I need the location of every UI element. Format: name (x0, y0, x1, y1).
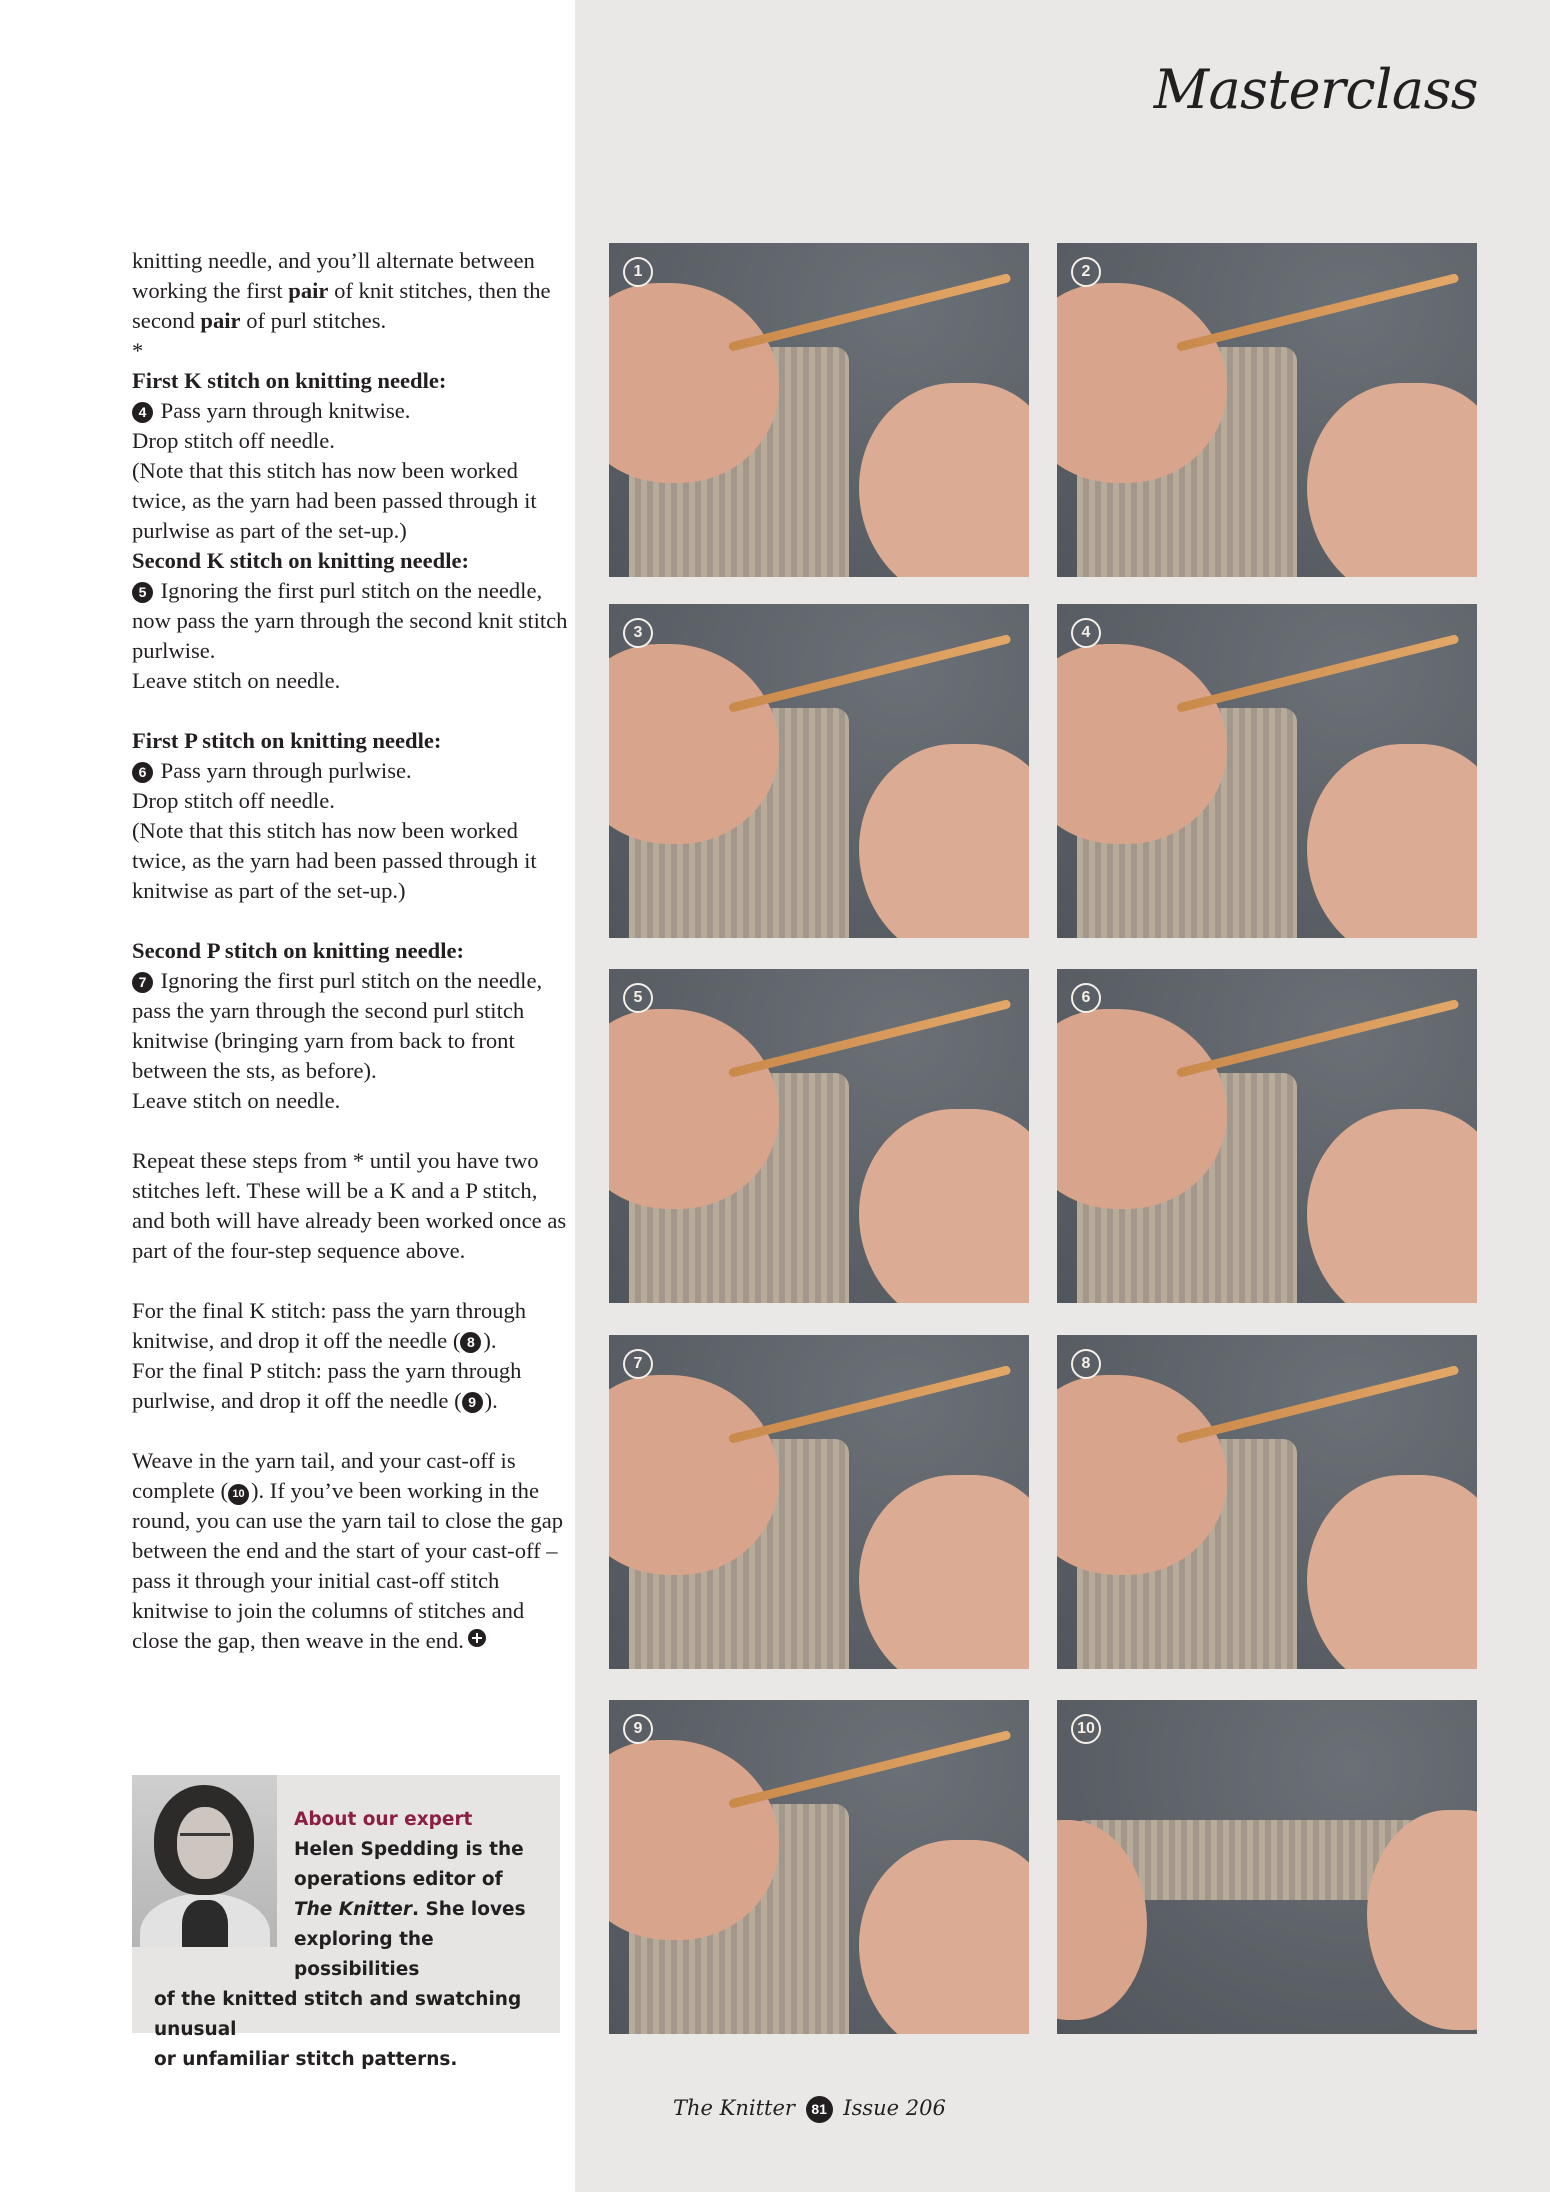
knitting-needle (1176, 634, 1460, 713)
about-expert-box (132, 1775, 560, 2070)
step-number-icon: 9 (462, 1392, 483, 1413)
step-number-badge: 9 (623, 1714, 653, 1744)
weave-paragraph: Weave in the yarn tail, and your cast-off is complete ( 10 ). If you’ve been working in the round, you can use the yarn tail to close the gap between the end and the start of your cast-off – pass it through your initial cast-off stitch knitwise to join the columns of stitches and close the gap, then weave in the end. (132, 1448, 564, 1653)
repeat-paragraph: Repeat these steps from * until you have two stitches left. These will be a K and a P stitch, and both will have already been worked once as part of the four-step sequence above. (132, 1148, 567, 1263)
right-hand (1307, 383, 1477, 577)
step-number-badge: 2 (1071, 257, 1101, 287)
expert-bio: About our expert Helen Spedding is the operations editor of The Knitter. She loves exploring the possibilities of the knitted stitch and swatching unusual or unfamiliar stitch patterns. (154, 1805, 554, 2075)
step-number-badge: 3 (623, 618, 653, 648)
step-4-drop: Drop stitch off needle. (132, 428, 335, 453)
step-photo-9 (609, 1700, 1029, 2034)
knitting-needle (728, 1365, 1012, 1444)
step-number-badge: 4 (1071, 618, 1101, 648)
step-number-badge: 1 (623, 257, 653, 287)
step-4-text: 4 Pass yarn through knitwise. (132, 396, 572, 426)
step-number-icon: 10 (228, 1484, 249, 1505)
knitting-needle (728, 999, 1012, 1078)
step-number-badge: 10 (1071, 1714, 1101, 1744)
knitting-needle (1176, 1365, 1460, 1444)
step-number-badge: 7 (623, 1349, 653, 1379)
section-title: Masterclass (1153, 58, 1478, 121)
step-photo-3 (609, 604, 1029, 938)
step-number-icon: 7 (132, 972, 153, 993)
step-photo-4 (1057, 604, 1477, 938)
step-photo-1 (609, 243, 1029, 577)
heading-second-k: Second K stitch on knitting needle: (132, 548, 470, 573)
final-p-paragraph: For the final P stitch: pass the yarn through purlwise, and drop it off the needle ( 9 ). (132, 1358, 522, 1413)
step-5-text: 5 Ignoring the first purl stitch on the needle, now pass the yarn through the second knit stitch purlwise. (132, 578, 568, 663)
right-hand (1307, 744, 1477, 938)
step-number-badge: 8 (1071, 1349, 1101, 1379)
step-photo-2 (1057, 243, 1477, 577)
step-number-badge: 6 (1071, 983, 1101, 1013)
right-hand (1307, 1475, 1477, 1669)
step-6-text: 6 Pass yarn through purlwise. (132, 756, 572, 786)
step-number-icon: 8 (460, 1332, 481, 1353)
knitting-needle (1176, 999, 1460, 1078)
right-hand (859, 1475, 1029, 1669)
expert-heading: About our expert (294, 1809, 473, 1830)
step-7-leave: Leave stitch on needle. (132, 1088, 341, 1113)
repeat-marker: * (132, 338, 144, 363)
right-hand (859, 1109, 1029, 1303)
step-number-badge: 5 (623, 983, 653, 1013)
step-number-icon: 5 (132, 582, 153, 603)
heading-first-k: First K stitch on knitting needle: (132, 368, 447, 393)
knitting-needle (728, 1730, 1012, 1809)
step-photo-7 (609, 1335, 1029, 1669)
heading-first-p: First P stitch on knitting needle: (132, 728, 442, 753)
knitting-needle (728, 273, 1012, 352)
step-5-leave: Leave stitch on needle. (132, 668, 341, 693)
right-hand (1307, 1109, 1477, 1303)
end-mark-icon (468, 1629, 486, 1647)
intro-paragraph: knitting needle, and you’ll alternate between working the first pair of knit stitches, then the second pair of purl stitches. (132, 248, 551, 333)
knitting-needle (728, 634, 1012, 713)
step-number-icon: 4 (132, 402, 153, 423)
step-photo-6 (1057, 969, 1477, 1303)
step-4-note: (Note that this stitch has now been worked twice, as the yarn had been passed through it purlwise as part of the set-up.) (132, 458, 537, 543)
heading-second-p: Second P stitch on knitting needle: (132, 938, 465, 963)
right-hand (859, 1840, 1029, 2034)
step-6-drop: Drop stitch off needle. (132, 788, 335, 813)
page-footer: The Knitter 81 Issue 206 (673, 2096, 946, 2123)
right-hand (859, 744, 1029, 938)
knitting-needle (1176, 273, 1460, 352)
step-photo-5 (609, 969, 1029, 1303)
step-6-note: (Note that this stitch has now been worked twice, as the yarn had been passed through it knitwise as part of the set-up.) (132, 818, 537, 903)
step-photo-8 (1057, 1335, 1477, 1669)
final-k-paragraph: For the final K stitch: pass the yarn through knitwise, and drop it off the needle ( 8 ). (132, 1298, 527, 1353)
step-7-text: 7 Ignoring the first purl stitch on the needle, pass the yarn through the second purl stitch knitwise (bringing yarn from back to front between the sts, as before). (132, 968, 543, 1083)
page-number: 81 (806, 2096, 833, 2123)
step-number-icon: 6 (132, 762, 153, 783)
right-hand (859, 383, 1029, 577)
step-photo-10 (1057, 1700, 1477, 2034)
body-text (132, 246, 572, 1656)
